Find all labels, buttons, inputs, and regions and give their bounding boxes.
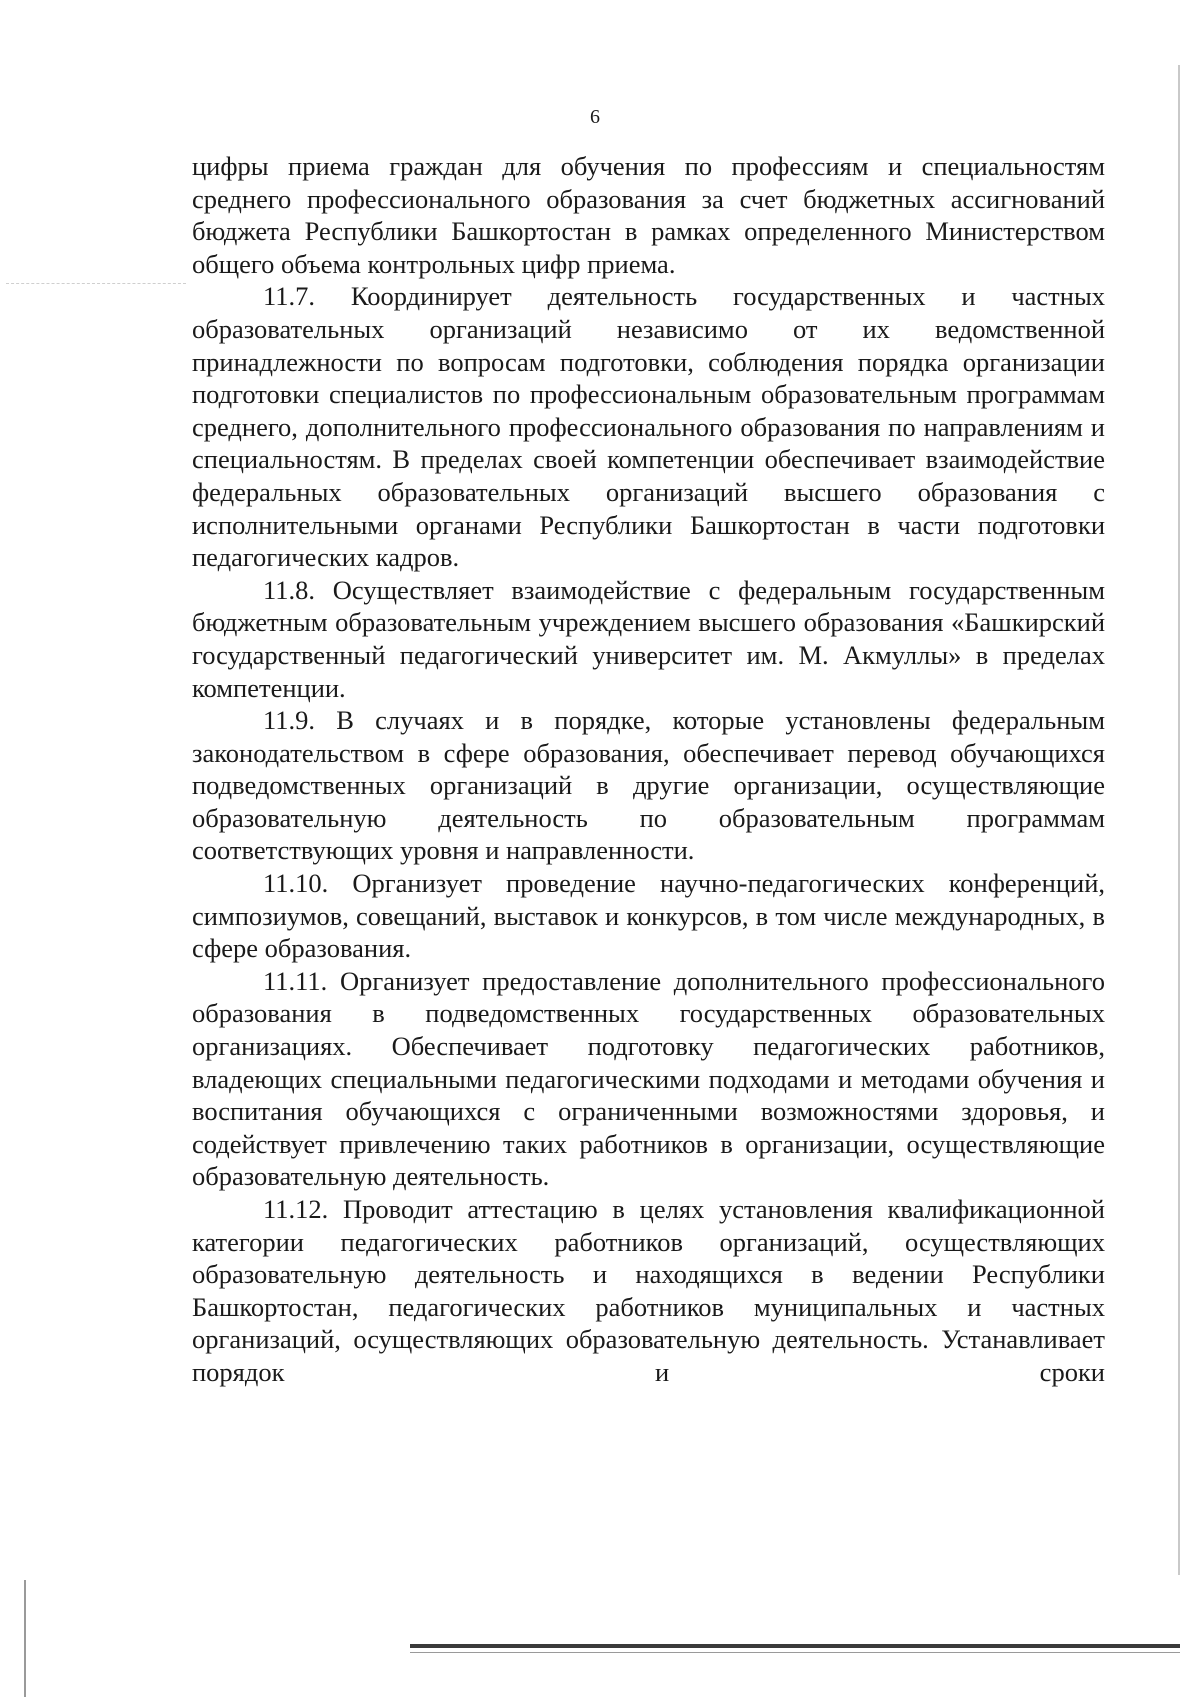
scan-dash-mark — [6, 283, 186, 284]
paragraph-11-8: 11.8. Осуществляет взаимодействие с федеральным государственным бюджетным образовательным учреждением высшего образования «Башкирский государственный педагогический университет им. М. Акмуллы» в пределах компетенции. — [192, 574, 1105, 703]
paragraph-11-10: 11.10. Организует проведение научно-педагогических конференций, симпозиумов, совещаний, выставок и конкурсов, в том числе международных, в сфере образования. — [192, 868, 1105, 964]
document-body — [192, 150, 1105, 1389]
scan-bottom-bar — [410, 1644, 1180, 1648]
page-number: 6 — [590, 106, 600, 128]
scan-bottom-bar-thin — [410, 1652, 1180, 1653]
scan-edge-line-left — [24, 1580, 26, 1697]
paragraph-11-9: 11.9. В случаях и в порядке, которые установлены федеральным законодательством в сфере образования, обеспечивает перевод обучающихся подведомственных организаций в другие организации, осуществляющие образовательную деятельность по образовательным программам соответствующих уровня и направленности. — [192, 705, 1105, 866]
paragraph-11-7: 11.7. Координирует деятельность государственных и частных образовательных организаций независимо от их ведомственной принадлежности по вопросам подготовки, соблюдения порядка организации подготовки специалистов по профессиональным образовательным программам среднего, дополнительного профессионального образования по направлениям и специальностям. В пределах своей компетенции обеспечивает взаимодействие федеральных образовательных организаций высшего образования с исполнительными органами Республики Башкортостан в части подготовки педагогических кадров. — [192, 281, 1105, 573]
paragraph-continuation: цифры приема граждан для обучения по профессиям и специальностям среднего профессионального образования за счет бюджетных ассигнований бюджета Республики Башкортостан в рамках определенного Министерством общего объема контрольных цифр приема. — [192, 151, 1105, 279]
scan-edge-line-right — [1178, 65, 1180, 1575]
paragraph-11-11: 11.11. Организует предоставление дополнительного профессионального образования в подведомственных государственных образовательных организациях. Обеспечивает подготовку педагогических работников, владеющих специальными педагогическими подходами и методами обучения и воспитания обучающихся с ограниченными возможностями здоровья, и содействует привлечению таких работников в организации, осуществляющие образовательную деятельность. — [192, 965, 1105, 1192]
paragraph-11-12: 11.12. Проводит аттестацию в целях установления квалификационной категории педагогических работников организаций, осуществляющих образовательную деятельность и находящихся в ведении Республики Башкортостан, педагогических работников муниципальных и частных организаций, осуществляющих образовательную деятельность. Устанавливает порядок и сроки — [192, 1194, 1105, 1387]
